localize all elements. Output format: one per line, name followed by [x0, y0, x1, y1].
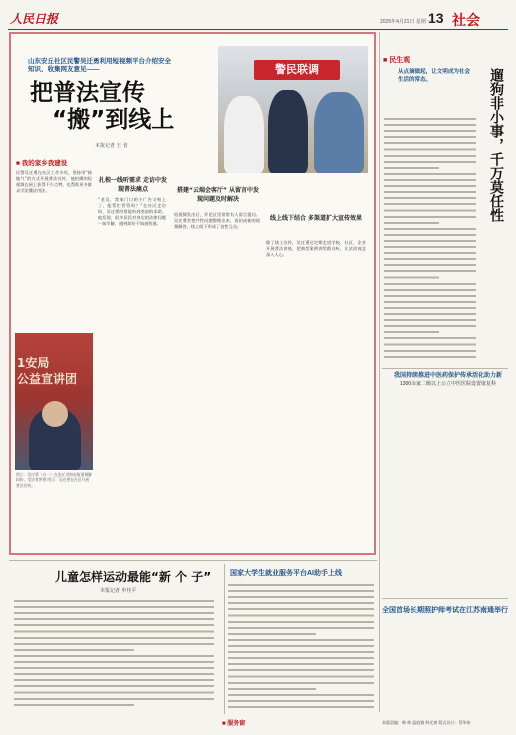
news-title: 全国首场长期照护师考试在江苏南通举行 — [382, 607, 508, 614]
photo-caption: 图①：吴迁勇（右一）在安丘市海安街道调解纠纷。受访者供图 图②：吴迁勇在社区开展普法宣传。 — [16, 473, 92, 488]
bottom-article-title: 儿童怎样运动最能“新 个 子” — [55, 570, 212, 584]
photo-person — [224, 96, 264, 173]
photo-sign — [17, 355, 77, 387]
photo-sign-line: 公益宣讲团 — [17, 372, 78, 386]
section-divider — [9, 560, 377, 561]
text-line — [384, 354, 476, 360]
commentary-title: 遛狗非小事，千万莫任性 — [488, 68, 504, 222]
column-subhead: 搭建“云端会客厅” 从留言中发现问题及时解决 — [177, 187, 259, 203]
text-line — [228, 704, 374, 710]
photo-person — [268, 90, 308, 173]
news-title — [388, 372, 508, 388]
feature-kicker — [28, 58, 198, 74]
news-title: 国家大学生就业服务平台AI助手上线 — [230, 570, 342, 577]
article-column: “老吴，我家门口的小广告又贴上了，能帮忙管管吗？”在社区走访时，吴迁勇经常能听到类似的求助。他发现，很多居民对身边的法律问题一知半解，遇到纠纷不知道找谁。 — [98, 197, 166, 227]
feature-byline: 本报记者 王 者 — [95, 143, 128, 149]
section-tag-label: 民生观 — [389, 57, 411, 64]
article-column: 民警吴迁勇在社区工作多年，坚持用“接地气”的方式开展普法宣传，他拍摄的短视频在网上获得不少点赞，也帮助更多群众学法懂法用法。 — [16, 170, 92, 194]
column-divider — [382, 368, 508, 369]
photo-banner: 警民联调 — [254, 60, 340, 80]
photo-face — [42, 401, 68, 427]
article-column — [384, 116, 476, 366]
column-subhead: 线上线下结合 多渠道扩大宣传效果 — [269, 215, 363, 222]
text-line — [14, 702, 134, 708]
feature-photo-officer — [15, 333, 93, 470]
section-tag: ■ 我的家乡我建设 — [16, 160, 68, 167]
section-title: 社会 — [452, 12, 480, 28]
headline-line: 把普法宣传 — [30, 80, 145, 106]
kicker-line: 山东安丘社区民警吴迁勇利用短视频平台介绍安全 — [28, 58, 171, 65]
pull-quote: 从点滴做起，让文明成为社会生活的常态。 — [398, 69, 470, 83]
photo-person — [314, 92, 364, 173]
column-divider — [379, 32, 380, 712]
headline-line: “搬”到线上 — [52, 107, 175, 133]
page-footer: 本版责编：韩 帅 温庭雅 鲜光黄 版式设计：蔡华伟 — [382, 720, 471, 725]
article-column: 短视频发出后，评论区里常常有人留言提问。吴迁勇会把共性问题整理出来，再拍成新的视频解答，线上线下形成了良性互动。 — [174, 212, 260, 230]
article-column — [14, 598, 214, 710]
issue-date: 2025年4月21日 星期一 — [380, 19, 431, 25]
feature-headline — [30, 80, 174, 134]
page-number: 13 — [428, 10, 444, 26]
article-column — [228, 582, 374, 712]
masthead: 人民日报 — [10, 12, 59, 26]
news-subtitle: 1300余家二级以上公立中医医院设置康复科 — [399, 381, 497, 387]
service-tag: ■ 服务窗 — [222, 721, 246, 727]
article-column: 除了线上宣传，吴迁勇还定期走进学校、社区、企业开展普法讲座，把典型案例讲给群众听，让法治观念深入人心。 — [266, 240, 366, 258]
section-tag-label: 我的家乡我建设 — [21, 160, 68, 167]
column-divider — [382, 598, 508, 599]
service-tag-label: 服务窗 — [227, 721, 246, 727]
section-tag: ■ 民生观 — [383, 57, 411, 64]
column-subhead: 扎根一线听需求 走访中发现普法痛点 — [98, 177, 168, 193]
column-divider — [224, 564, 225, 714]
header-rule — [8, 29, 508, 30]
feature-photo-mediation — [218, 46, 368, 173]
news-title-line: 我国持续推进中医药保护传承活化助力新 — [393, 373, 502, 379]
kicker-line: 知识、收集网友意见—— — [28, 66, 100, 73]
bottom-byline: 本报记者 申佳平 — [100, 588, 137, 594]
photo-sign-line: 1安局 — [17, 356, 50, 370]
